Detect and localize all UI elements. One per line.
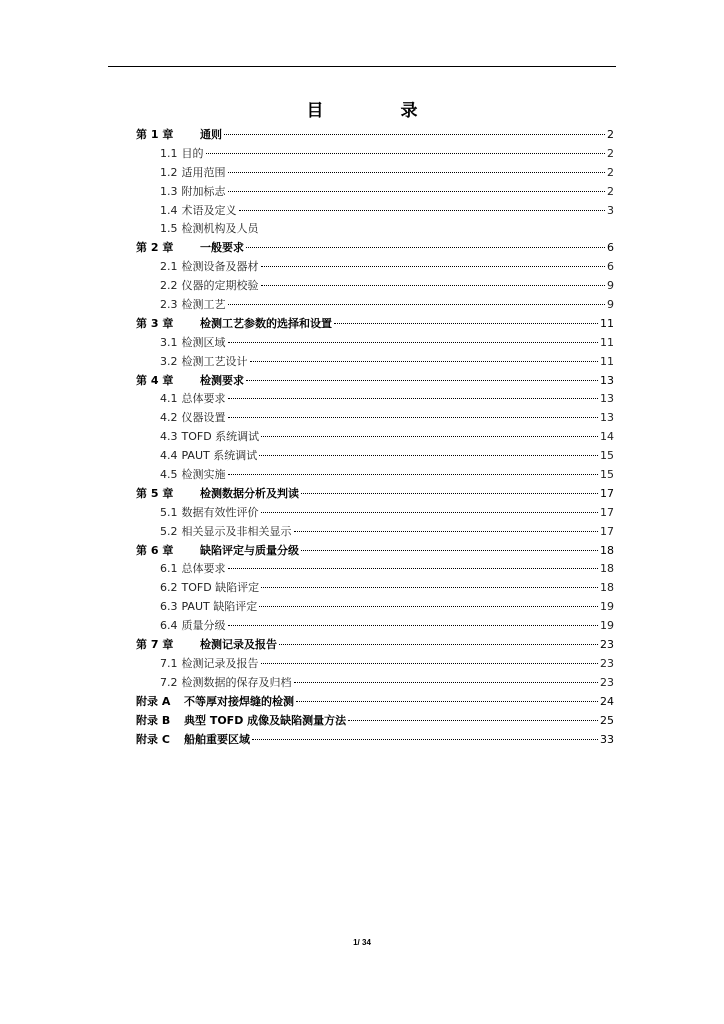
toc-dot-leader (259, 606, 598, 607)
toc-entry-number: 3.1 (160, 335, 178, 349)
toc-section-entry[interactable] (136, 674, 614, 693)
toc-dot-leader (348, 720, 598, 721)
toc-entry-label: 通则 (200, 128, 222, 141)
toc-dot-leader (228, 625, 599, 626)
toc-entry-page: 17 (600, 486, 614, 500)
toc-entry-number: 7.1 (160, 656, 178, 670)
toc-entry-label: 术语及定义 (181, 203, 237, 217)
toc-entry-number: 2.1 (160, 260, 178, 274)
toc-entry-label: PAUT 系统调试 (181, 449, 258, 463)
header-rule (108, 66, 616, 67)
toc-entry-page: 15 (600, 449, 614, 463)
toc-section-entry[interactable] (136, 560, 614, 579)
toc-entry-page: 14 (600, 430, 614, 444)
toc-entry-label: 检测数据分析及判读 (200, 486, 299, 500)
toc-entry-label: 数据有效性评价 (181, 505, 259, 519)
toc-dot-leader (228, 568, 599, 569)
toc-entry-number: 第 7 章 (136, 638, 174, 652)
toc-section-entry[interactable] (136, 598, 614, 617)
toc-entry-number: 4.1 (160, 392, 178, 406)
toc-entry-page: 23 (600, 675, 614, 689)
toc-entry-number: 5.2 (160, 524, 178, 538)
toc-dot-leader (301, 550, 598, 551)
toc-appendix-entry[interactable] (136, 693, 614, 712)
toc-entry-number: 4.5 (160, 468, 178, 482)
toc-entry-page: 17 (600, 505, 614, 519)
toc-entry-label: TOFD 缺陷评定 (181, 581, 260, 595)
toc-section-entry[interactable] (136, 258, 614, 277)
toc-entry-number: 第 2 章 (136, 241, 174, 255)
toc-section-entry[interactable] (136, 466, 614, 485)
toc-dot-leader (296, 701, 598, 702)
toc-section-entry[interactable] (136, 202, 614, 221)
toc-entry-page: 15 (600, 468, 614, 482)
toc-entry-number: 1.1 (160, 146, 178, 160)
toc-entry-label: 检测设备及器材 (181, 260, 259, 274)
toc-entry-label: 仪器设置 (181, 411, 226, 425)
toc-entry-label: 仪器的定期校验 (181, 279, 259, 293)
toc-section-entry[interactable] (136, 164, 614, 183)
toc-entry-page: 24 (600, 694, 614, 708)
toc-dot-leader (301, 493, 598, 494)
toc-section-entry[interactable] (136, 579, 614, 598)
toc-entry-label: 检测记录及报告 (181, 656, 259, 670)
toc-dot-leader (246, 247, 605, 248)
toc-dot-leader (239, 210, 606, 211)
toc-entry-page: 11 (600, 354, 614, 368)
toc-entry-label: 检测数据的保存及归档 (181, 675, 292, 689)
toc-entry-page: 2 (607, 128, 614, 141)
toc-section-entry[interactable] (136, 617, 614, 636)
toc-dot-leader (334, 323, 598, 324)
toc-entry-page: 18 (600, 562, 614, 576)
toc-entry-number: 6.4 (160, 619, 178, 633)
toc-entry-label: 适用范围 (181, 165, 226, 179)
toc-dot-leader (246, 380, 598, 381)
toc-dot-leader (228, 172, 606, 173)
toc-entry-page: 23 (600, 638, 614, 652)
toc-chapter-entry[interactable] (136, 485, 614, 504)
toc-entry-page: 17 (600, 524, 614, 538)
toc-dot-leader (261, 266, 606, 267)
toc-section-entry[interactable] (136, 220, 614, 239)
toc-dot-leader (252, 739, 598, 740)
toc-section-entry[interactable] (136, 447, 614, 466)
toc-appendix-entry[interactable] (136, 712, 614, 731)
toc-dot-leader (261, 512, 599, 513)
toc-entry-number: 第 6 章 (136, 543, 174, 557)
toc-entry-number: 附录 B (136, 713, 171, 727)
toc-entry-number: 1.2 (160, 165, 178, 179)
toc-entry-page: 9 (607, 298, 614, 312)
page-number: 1/ 34 (353, 938, 371, 947)
toc-chapter-entry[interactable] (136, 372, 614, 391)
toc-entry-number: 2.3 (160, 298, 178, 312)
toc-entry-page: 6 (607, 241, 614, 255)
toc-entry-number: 6.1 (160, 562, 178, 576)
toc-entry-page: 18 (600, 543, 614, 557)
toc-entry-label: 相关显示及非相关显示 (181, 524, 292, 538)
toc-dot-leader (261, 587, 598, 588)
toc-entry-page: 6 (607, 260, 614, 274)
toc-entry-page: 3 (607, 203, 614, 217)
toc-chapter-entry[interactable] (136, 239, 614, 258)
toc-entry-label: 检测区域 (181, 335, 226, 349)
toc-dot-leader (261, 285, 606, 286)
toc-entry-label: 目的 (181, 146, 204, 160)
toc-entry-label: 检测要求 (200, 373, 244, 387)
toc-entry-label: 检测工艺设计 (181, 354, 248, 368)
toc-dot-leader (259, 455, 598, 456)
toc-entry-label: 检测工艺 (181, 298, 226, 312)
toc-dot-leader (294, 531, 599, 532)
toc-entry-number: 4.4 (160, 449, 178, 463)
toc-entry-number: 第 3 章 (136, 316, 174, 330)
toc-entry-label: 船舶重要区域 (184, 732, 250, 746)
toc-entry-number: 1.3 (160, 184, 178, 198)
toc-section-entry[interactable] (136, 504, 614, 523)
toc-section-entry[interactable] (136, 334, 614, 353)
toc-section-entry[interactable] (136, 145, 614, 164)
toc-entry-label: 一般要求 (200, 241, 244, 255)
toc-entry-page: 23 (600, 656, 614, 670)
toc-chapter-entry[interactable] (136, 126, 614, 145)
toc-entry-page: 2 (607, 165, 614, 179)
toc-dot-leader (261, 663, 599, 664)
toc-entry-page: 13 (600, 373, 614, 387)
toc-section-entry[interactable] (136, 353, 614, 372)
toc-dot-leader (228, 304, 606, 305)
toc-dot-leader (224, 134, 605, 135)
toc-entry-number: 5.1 (160, 505, 178, 519)
toc-entry-page: 13 (600, 392, 614, 406)
toc-entry-page: 11 (600, 335, 614, 349)
toc-entry-label: 缺陷评定与质量分级 (200, 543, 299, 557)
toc-entry-page: 19 (600, 619, 614, 633)
toc-entry-page: 25 (600, 713, 614, 727)
toc-entry-number: 2.2 (160, 279, 178, 293)
toc-entry-number: 1.4 (160, 203, 178, 217)
toc-section-entry[interactable] (136, 183, 614, 202)
toc-dot-leader (228, 398, 599, 399)
toc-entry-number: 第 5 章 (136, 486, 174, 500)
toc-entry-number: 1.5 (160, 222, 178, 236)
toc-dot-leader (228, 417, 599, 418)
toc-chapter-entry[interactable] (136, 542, 614, 561)
toc-entry-label: TOFD 系统调试 (181, 430, 260, 444)
toc-entry-label: 检测实施 (181, 468, 226, 482)
toc-dot-leader (279, 644, 598, 645)
toc-chapter-entry[interactable] (136, 636, 614, 655)
toc-dot-leader (261, 436, 598, 437)
toc-entry-number: 3.2 (160, 354, 178, 368)
toc-section-entry[interactable] (136, 523, 614, 542)
toc-entry-number: 4.3 (160, 430, 178, 444)
toc-entry-number: 6.3 (160, 600, 178, 614)
toc-chapter-entry[interactable] (136, 315, 614, 334)
table-of-contents (136, 126, 614, 749)
toc-section-entry[interactable] (136, 296, 614, 315)
toc-entry-number: 4.2 (160, 411, 178, 425)
page-title: 目 录 (306, 101, 448, 121)
toc-entry-label: 不等厚对接焊缝的检测 (184, 694, 294, 708)
toc-entry-number: 附录 C (136, 732, 170, 746)
toc-dot-leader (228, 342, 599, 343)
toc-dot-leader (228, 191, 606, 192)
toc-entry-label: 总体要求 (181, 562, 226, 576)
toc-entry-label: 典型 TOFD 成像及缺陷测量方法 (184, 713, 347, 727)
toc-entry-page: 2 (607, 146, 614, 160)
toc-entry-number: 第 1 章 (136, 128, 174, 141)
toc-section-entry[interactable] (136, 409, 614, 428)
toc-entry-page: 19 (600, 600, 614, 614)
toc-entry-page: 2 (607, 184, 614, 198)
toc-section-entry[interactable] (136, 390, 614, 409)
toc-entry-label: 总体要求 (181, 392, 226, 406)
toc-entry-label: 检测记录及报告 (200, 638, 277, 652)
toc-entry-number: 7.2 (160, 675, 178, 689)
toc-entry-label: PAUT 缺陷评定 (181, 600, 258, 614)
toc-section-entry[interactable] (136, 655, 614, 674)
toc-section-entry[interactable] (136, 428, 614, 447)
toc-entry-number: 第 4 章 (136, 373, 174, 387)
toc-entry-label: 质量分级 (181, 619, 226, 633)
toc-section-entry[interactable] (136, 277, 614, 296)
toc-entry-number: 附录 A (136, 694, 171, 708)
toc-appendix-entry[interactable] (136, 731, 614, 750)
toc-entry-page: 9 (607, 279, 614, 293)
toc-dot-leader (228, 474, 599, 475)
toc-entry-page: 18 (600, 581, 614, 595)
toc-dot-leader (294, 682, 599, 683)
toc-entry-label: 附加标志 (181, 184, 226, 198)
toc-dot-leader (250, 361, 599, 362)
toc-entry-page: 11 (600, 316, 614, 330)
toc-entry-number: 6.2 (160, 581, 178, 595)
toc-entry-page: 33 (600, 732, 614, 746)
toc-entry-page: 13 (600, 411, 614, 425)
toc-entry-label: 检测机构及人员 (181, 222, 259, 236)
toc-dot-leader (206, 153, 606, 154)
toc-entry-label: 检测工艺参数的选择和设置 (200, 316, 332, 330)
